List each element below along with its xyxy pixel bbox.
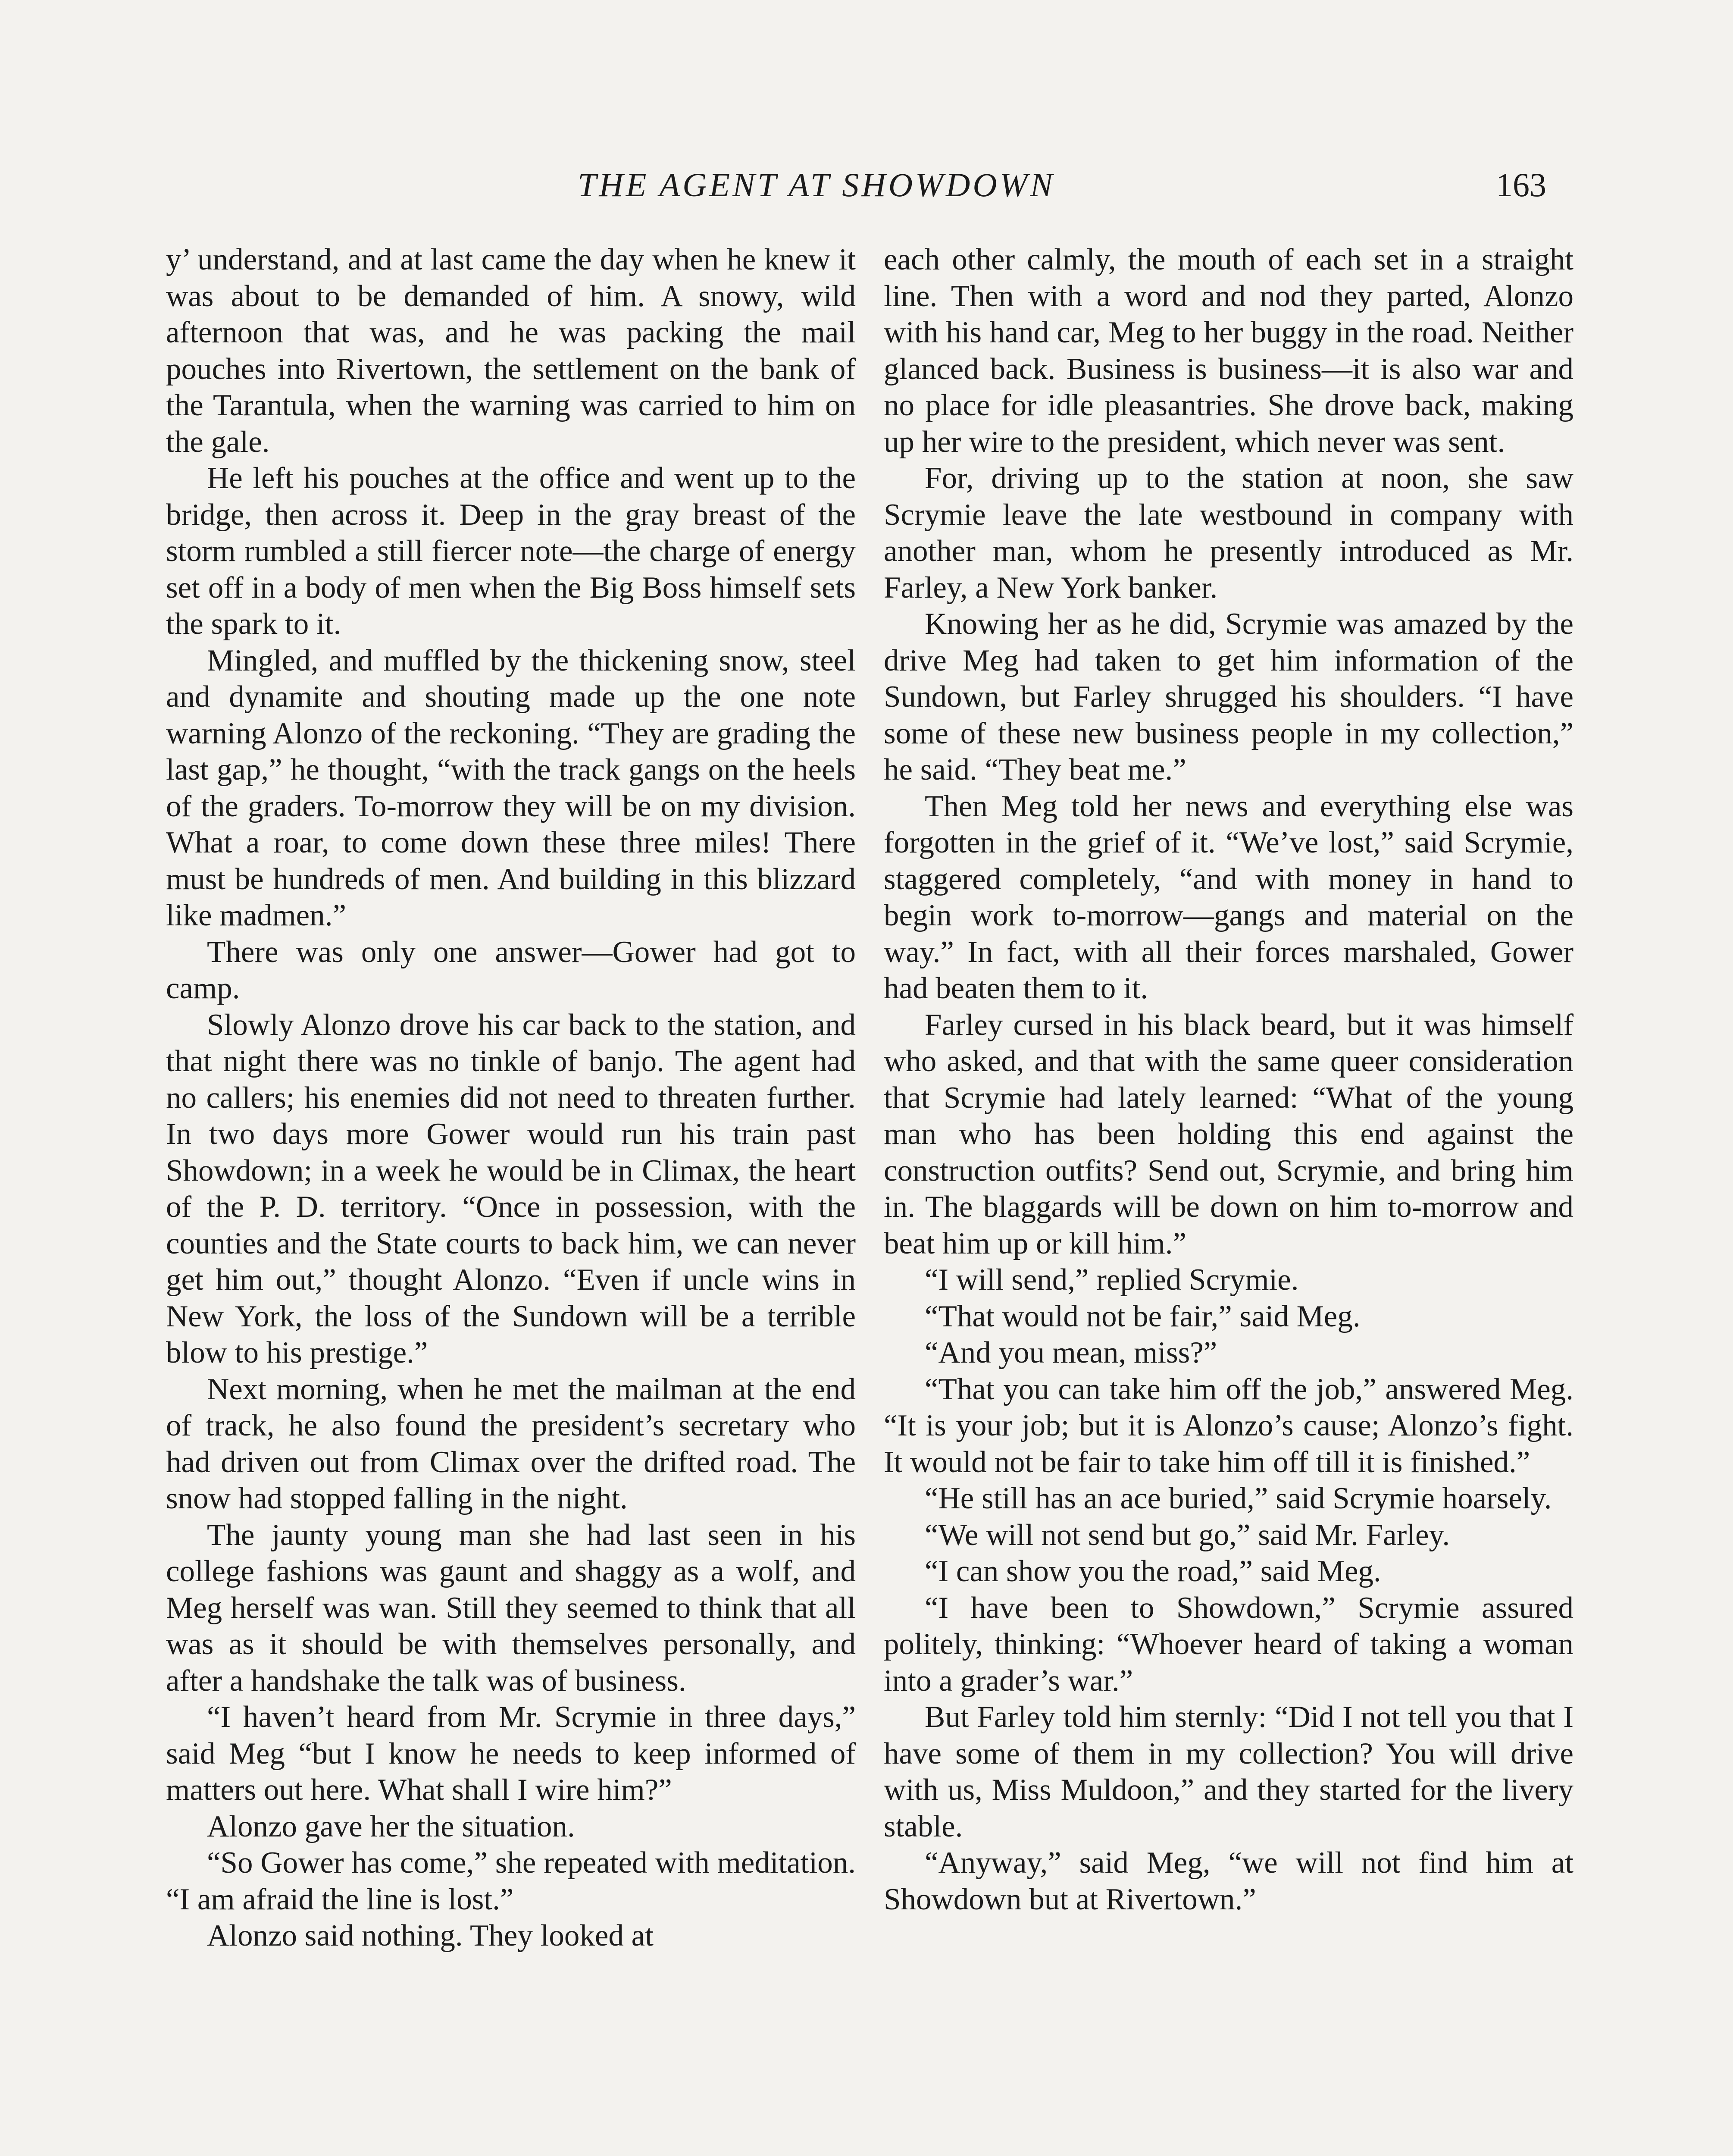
- paragraph: He left his pouches at the office and went up to the bridge, then across it. Deep in the gray breast of the storm rumbled a still fiercer note—the charge of energy set off in a body of men when the Big Boss himself sets the spark to it.: [166, 461, 856, 641]
- paragraph: each other calmly, the mouth of each set in a straight line. Then with a word and nod they parted, Alonzo with his hand car, Meg to her buggy in the road. Neither glanced back. Business is business—it is also war and no place for idle pleasantries. She drove back, making up her wire to the president, which never was sent.: [884, 243, 1573, 459]
- paragraph: “So Gower has come,” she repeated with meditation. “I am afraid the line is lost.”: [166, 1846, 856, 1916]
- paragraph: “And you mean, miss?”: [925, 1336, 1217, 1369]
- paragraph: “He still has an ace buried,” said Scrymie hoarsely.: [925, 1482, 1552, 1515]
- paragraph: Farley cursed in his black beard, but it was himself who asked, and that with the same queer consideration that Scrymie had lately learned: “What of the young man who has been holding this end against the construction outfits? Send out, Scrymie, and bring him in. The blaggards will be down on him to-morrow and beat him up or kill him.”: [884, 1008, 1573, 1260]
- paragraph: Alonzo gave her the situation.: [207, 1809, 575, 1843]
- page-header: [0, 166, 1733, 217]
- paragraph: The jaunty young man she had last seen in his college fashions was gaunt and shaggy as a wolf, and Meg herself was wan. Still they seemed to think that all was as it should be with themselves personally, and after a handshake the talk was of business.: [166, 1518, 856, 1698]
- paragraph: For, driving up to the station at noon, she saw Scrymie leave the late westbound in company with another man, whom he presently introduced as Mr. Farley, a New York banker.: [884, 461, 1573, 605]
- paragraph: y’ understand, and at last came the day when he knew it was about to be demanded of him. A snowy, wild afternoon that was, and he was packing the mail pouches into Rivertown, the settlement on the bank of the Tarantula, when the warning was carried to him on the gale.: [166, 243, 856, 459]
- paragraph: There was only one answer—Gower had got to camp.: [166, 935, 856, 1005]
- running-title: THE AGENT AT SHOWDOWN: [578, 166, 1055, 204]
- paragraph: Knowing her as he did, Scrymie was amazed by the drive Meg had taken to get him information of the Sundown, but Farley shrugged his shoulders. “I have some of these new business people in my collection,” he said. “They beat me.”: [884, 607, 1573, 787]
- paragraph: But Farley told him sternly: “Did I not tell you that I have some of them in my collection? You will drive with us, Miss Muldoon,” and they started for the livery stable.: [884, 1700, 1573, 1843]
- page-number: 163: [1496, 166, 1546, 204]
- paragraph: “I can show you the road,” said Meg.: [925, 1554, 1381, 1588]
- paragraph: Next morning, when he met the mailman at the end of track, he also found the president’s secretary who had driven out from Climax over the drifted road. The snow had stopped falling in the night.: [166, 1372, 856, 1515]
- left-column: [166, 241, 856, 1954]
- paragraph: “I haven’t heard from Mr. Scrymie in three days,” said Meg “but I know he needs to keep informed of matters out here. What shall I wire him?”: [166, 1700, 856, 1807]
- paragraph: Mingled, and muffled by the thickening snow, steel and dynamite and shouting made up the one note warning Alonzo of the reckoning. “They are grading the last gap,” he thought, “with the track gangs on the heels of the graders. To-morrow they will be on my division. What a roar, to come down these three miles! There must be hundreds of men. And building in this blizzard like madmen.”: [166, 643, 856, 932]
- right-column: [884, 241, 1573, 1918]
- paragraph: Then Meg told her news and everything else was forgotten in the grief of it. “We’ve lost,” said Scrymie, staggered completely, “and with money in hand to begin work to-morrow—gangs and material on the way.” In fact, with all their forces marshaled, Gower had beaten them to it.: [884, 789, 1573, 1005]
- paragraph: “That would not be fair,” said Meg.: [925, 1299, 1361, 1333]
- paragraph: “That you can take him off the job,” answered Meg. “It is your job; but it is Alonzo’s cause; Alonzo’s fight. It would not be fair to take him off till it is finished.”: [884, 1372, 1573, 1479]
- paragraph: “I have been to Showdown,” Scrymie assured politely, thinking: “Whoever heard of taking a woman into a grader’s war.”: [884, 1591, 1573, 1698]
- paragraph: “I will send,” replied Scrymie.: [925, 1263, 1299, 1297]
- paragraph: Slowly Alonzo drove his car back to the station, and that night there was no tinkle of banjo. The agent had no callers; his enemies did not need to threaten further. In two days more Gower would run his train past Showdown; in a week he would be in Climax, the heart of the P. D. territory. “Once in possession, with the counties and the State courts to back him, we can never get him out,” thought Alonzo. “Even if uncle wins in New York, the loss of the Sundown will be a terrible blow to his prestige.”: [166, 1008, 856, 1369]
- paragraph: Alonzo said nothing. They looked at: [207, 1919, 654, 1952]
- paragraph: “We will not send but go,” said Mr. Farley.: [925, 1518, 1450, 1552]
- paragraph: “Anyway,” said Meg, “we will not find him at Showdown but at Rivertown.”: [884, 1846, 1573, 1916]
